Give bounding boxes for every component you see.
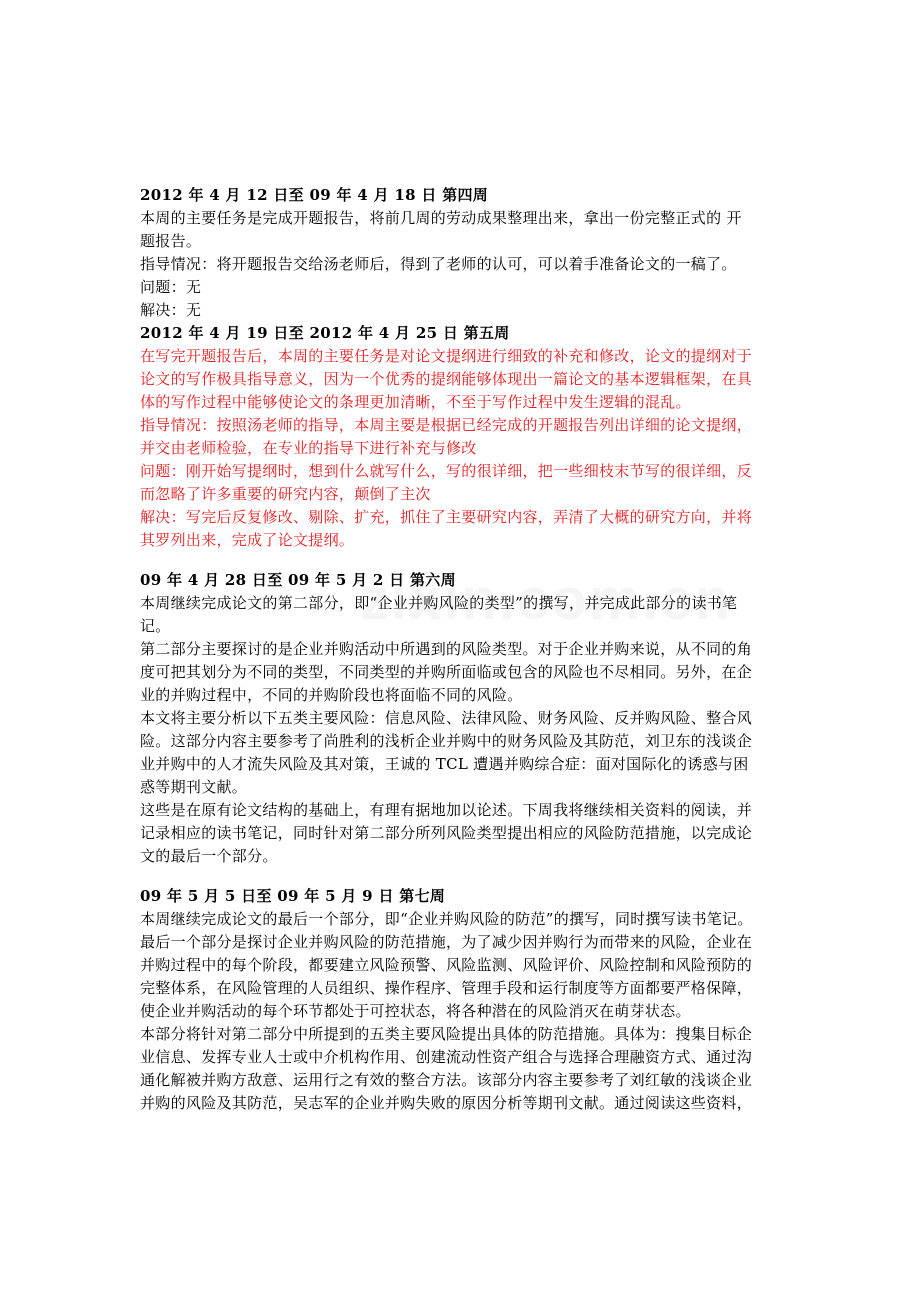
week4-heading: 2012 年 4 月 12 日至 09 年 4 月 18 日 第四周 <box>140 186 489 204</box>
week7-line: 通化解被并购方敌意、运用行之有效的整合方法。该部分内容主要参考了刘红敏的浅谈企业 <box>140 1071 753 1089</box>
section-gap <box>140 868 782 885</box>
week6-line: 本文将主要分析以下五类主要风险：信息风险、法律风险、财务风险、反并购风险、整合风 <box>140 709 753 727</box>
week6-line: 度可把其划分为不同的类型，不同类型的并购所面临或包含的风险也不尽相同。另外，在企 <box>140 663 753 681</box>
week7-section <box>140 885 782 1115</box>
week5-line: 在写完开题报告后，本周的主要任务是对论文提纲进行细致的补充和修改，论文的提纲对于 <box>140 347 753 365</box>
week4-line: 本周的主要任务是完成开题报告，将前几周的劳动成果整理出来，拿出一份完整正式的 开 <box>140 209 742 227</box>
week6-line: 惑等期刊文献。 <box>140 778 248 796</box>
document-page <box>140 184 782 1115</box>
week7-line: 并购过程中的每个阶段，都要建立风险预警、风险监测、风险评价、风险控制和风险预防的 <box>140 956 753 974</box>
week5-line: 并交由老师检验，在专业的指导下进行补充与修改 <box>140 439 477 457</box>
week4-section <box>140 184 782 322</box>
week6-line: 业的并购过程中，不同的并购阶段也将面临不同的风险。 <box>140 686 523 704</box>
week5-section <box>140 322 782 552</box>
week6-line: 这些是在原有论文结构的基础上，有理有据地加以论述。下周我将继续相关资料的阅读，并 <box>140 801 753 819</box>
week5-heading: 2012 年 4 月 19 日至 2012 年 4 月 25 日 第五周 <box>140 324 510 342</box>
week7-line: 业信息、发挥专业人士或中介机构作用、创建流动性资产组合与选择合理融资方式、通过沟 <box>140 1048 753 1066</box>
week7-line: 本周继续完成论文的最后一个部分，即“企业并购风险的防范”的撰写，同时撰写读书笔记。 <box>140 910 753 928</box>
week6-line: 记录相应的读书笔记，同时针对第二部分所列风险类型提出相应的风险防范措施，以完成论 <box>140 824 753 842</box>
week5-line: 而忽略了许多重要的研究内容，颠倒了主次 <box>140 485 431 503</box>
week4-line: 问题：无 <box>140 278 202 296</box>
week7-heading: 09 年 5 月 5 日至 09 年 5 月 9 日 第七周 <box>140 887 446 905</box>
week7-line: 使企业并购活动的每个环节都处于可控状态，将各种潜在的风险消灭在萌芽状态。 <box>140 1002 691 1020</box>
week5-line: 指导情况：按照汤老师的指导，本周主要是根据已经完成的开题报告列出详细的论文提纲， <box>140 416 753 434</box>
week7-line: 完整体系，在风险管理的人员组织、操作程序、管理手段和运行制度等方面都要严格保障， <box>140 979 753 997</box>
week4-line: 指导情况：将开题报告交给汤老师后，得到了老师的认可，可以着手准备论文的一稿了。 <box>140 255 737 273</box>
week5-line: 体的写作过程中能够使论文的条理更加清晰，不至于写作过程中发生逻辑的混乱。 <box>140 393 691 411</box>
week4-line: 解决：无 <box>140 301 202 319</box>
week7-line: 并购的风险及其防范，吴志军的企业并购失败的原因分析等期刊文献。通过阅读这些资料， <box>140 1094 753 1112</box>
week7-line: 本部分将针对第二部分中所提到的五类主要风险提出具体的防范措施。具体为：搜集目标企 <box>140 1025 753 1043</box>
week6-heading: 09 年 4 月 28 日至 09 年 5 月 2 日 第六周 <box>140 571 456 589</box>
section-gap <box>140 552 782 569</box>
week5-line: 问题：刚开始写提纲时，想到什么就写什么，写的很详细，把一些细枝末节写的很详细，反 <box>140 462 753 480</box>
week5-line: 解决：写完后反复修改、剔除、扩充，抓住了主要研究内容，弄清了大概的研究方向，并将 <box>140 508 753 526</box>
week6-line: 险。这部分内容主要参考了尚胜利的浅析企业并购中的财务风险及其防范，刘卫东的浅谈企 <box>140 732 753 750</box>
week6-section <box>140 569 782 868</box>
week6-line: 文的最后一个部分。 <box>140 847 278 865</box>
week7-line: 最后一个部分是探讨企业并购风险的防范措施，为了减少因并购行为而带来的风险，企业在 <box>140 933 753 951</box>
week6-line: 本周继续完成论文的第二部分，即“企业并购风险的类型”的撰写，并完成此部分的读书笔 <box>140 594 738 612</box>
week4-line: 题报告。 <box>140 232 202 250</box>
week6-line: 业并购中的人才流失风险及其对策，王诚的 TCL 遭遇并购综合症：面对国际化的诱惑与困 <box>140 755 749 773</box>
week5-line: 论文的写作极具指导意义，因为一个优秀的提纲能够体现出一篇论文的基本逻辑框架，在具 <box>140 370 753 388</box>
week6-line: 记。 <box>140 617 171 635</box>
week6-line: 第二部分主要探讨的是企业并购活动中所遇到的风险类型。对于企业并购来说，从不同的角 <box>140 640 753 658</box>
week5-line: 其罗列出来，完成了论文提纲。 <box>140 531 355 549</box>
